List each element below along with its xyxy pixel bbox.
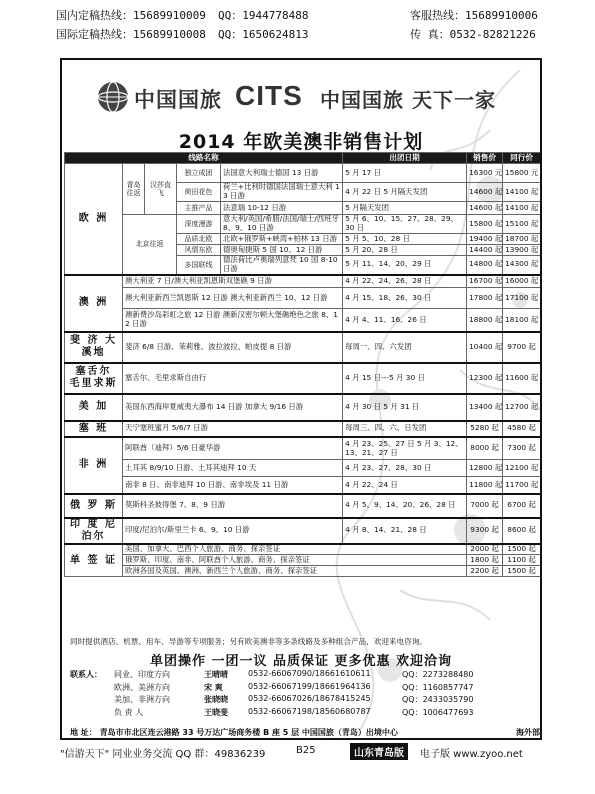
- departure-date: 5 月 17 日: [343, 164, 467, 183]
- header-route: 线路名称: [65, 153, 343, 164]
- contact-name: 王晓斐: [204, 707, 228, 717]
- tour-name: 美国东西海岸夏威夷大瀑布 14 日游 加拿大 9/16 日游: [123, 394, 343, 421]
- contact-name: 王晴晴: [204, 670, 228, 679]
- table-row: [65, 394, 541, 421]
- sale-price: 19400 起: [467, 234, 503, 245]
- region-seychelles-mauritius: 塞舌尔 毛里求斯: [65, 363, 123, 394]
- table-row: [65, 164, 541, 183]
- table-row: [65, 332, 541, 363]
- contact-name: 宋 爽: [204, 682, 223, 692]
- visa-type: 俄罗斯、印度、南非、阿联酋个人旅游、商务、探亲签证: [123, 555, 467, 566]
- peer-price: 1500 起: [503, 544, 541, 555]
- contact-phone: 0532-66067199/18661964136: [248, 681, 371, 691]
- peer-price: 8600 起: [503, 518, 541, 544]
- contact-row: [70, 682, 540, 695]
- departure-date: 5 月 5、10、28 日: [343, 234, 467, 245]
- tour-name: 莫斯科圣彼得堡 7、8、9 日游: [123, 494, 343, 518]
- brand-name-en: CITS: [235, 80, 303, 111]
- table-row: [65, 309, 541, 332]
- page-footer: [0, 742, 595, 762]
- brand-row: [62, 74, 540, 120]
- table-row: [65, 275, 541, 288]
- departure-date: 4 月 23、27、28、30 日: [343, 460, 467, 477]
- contact-phone: 0532-66067090/18661610611: [248, 669, 371, 678]
- sale-price: 17800 起: [467, 288, 503, 309]
- tour-name: 荷兰+比利时德国法国瑞士意大利 13 日游: [221, 183, 343, 202]
- peer-price: 14300 起: [503, 256, 541, 275]
- qingdao-departure: 青岛往返: [123, 164, 145, 215]
- domestic-hotline: 国内定稿热线：15689910009: [56, 9, 206, 22]
- sale-price: 7000 起: [467, 494, 503, 518]
- region-visa: 单 签 证: [65, 544, 123, 577]
- sale-price: 1800 起: [467, 555, 503, 566]
- region-russia: 俄 罗 斯: [65, 494, 123, 518]
- departure-date: 4 月 8、14、21、28 日: [343, 518, 467, 544]
- contact-dept: 负 责 人: [114, 707, 144, 717]
- beijing-departure: 北京往返: [123, 215, 177, 275]
- hotline-header: [0, 0, 595, 56]
- tour-name: 斐济 6/8 日游、茉莉雅、波拉波拉、帕皮提 8 日游: [123, 332, 343, 363]
- tour-name: 土耳其 8/9/10 日游、土耳其迪拜 10 天: [123, 460, 343, 477]
- sale-price: 2000 起: [467, 544, 503, 555]
- sale-price: 16700 起: [467, 275, 503, 288]
- peer-price: 1100 起: [503, 555, 541, 566]
- sale-price: 2200 起: [467, 566, 503, 577]
- peer-price: 11700 起: [503, 477, 541, 494]
- departure-date: 5 月 20、28 日: [343, 245, 467, 256]
- sale-price: 10400 起: [467, 332, 503, 363]
- fax-number: 传 真：0532-82821226: [410, 28, 536, 41]
- departure-date: 4 月 4、11、16、26 日: [343, 309, 467, 332]
- tour-name: 天宁塞班蜜月 5/6/7 日游: [123, 421, 343, 437]
- region-india-nepal: 印 度 尼泊尔: [65, 518, 123, 544]
- domestic-qq: QQ：1944778488: [218, 9, 309, 22]
- sales-plan-table: [64, 152, 541, 577]
- table-row: [65, 460, 541, 477]
- tour-name: 德奥匈捷斯 5 国 10、12 日游: [221, 245, 343, 256]
- departure-date: 5 月 11、14、20、29 日: [343, 256, 467, 275]
- page-number: B25: [296, 745, 316, 756]
- service-hotline: 客服热线：15689910006: [410, 9, 538, 22]
- sale-price: 14400 起: [467, 245, 503, 256]
- table-row: [65, 363, 541, 394]
- tour-name: 澳大利亚 7 日/澳大利亚凯恩斯双堡礁 9 日游: [123, 275, 343, 288]
- product-type: 主推产品: [177, 202, 221, 215]
- contact-qq: QQ：2273288480: [402, 670, 474, 679]
- sale-price: 16300 元: [467, 164, 503, 183]
- table-row: [65, 494, 541, 518]
- peer-price: 14100 起: [503, 202, 541, 215]
- peer-price: 7300 起: [503, 437, 541, 460]
- peer-price: 4580 起: [503, 421, 541, 437]
- peer-price: 15800 元: [503, 164, 541, 183]
- peer-price: 16000 起: [503, 275, 541, 288]
- departure-date: 每周三、四、六、日发团: [343, 421, 467, 437]
- product-type: 风情东欧: [177, 245, 221, 256]
- departure-date: 5 月隔天发团: [343, 202, 467, 215]
- cits-globe-logo-icon: [96, 80, 130, 114]
- departure-date: 4 月 22、24、26、28 日: [343, 275, 467, 288]
- region-australia: 澳 洲: [65, 275, 123, 332]
- peer-price: 18100 起: [503, 309, 541, 332]
- sale-price: 14600 起: [467, 183, 503, 202]
- contact-dept: 欧洲、美洲方向: [114, 682, 170, 692]
- departure-date: 4 月 5、9、14、20、26、28 日: [343, 494, 467, 518]
- departure-date: 4 月 30 日 5 月 31 日: [343, 394, 467, 421]
- departure-date: 4 月 22 日 5 月隔天发团: [343, 183, 467, 202]
- product-type: 荷田花色: [177, 183, 221, 202]
- visa-type: 欧洲各国及英国、澳洲、新西兰个人旅游、商务、探亲签证: [123, 566, 467, 577]
- peer-price: 13900 起: [503, 245, 541, 256]
- contact-dept: 同业、印度方向: [114, 670, 170, 679]
- departure-date: 4 月 23、25、27 日 5 月 3、12、13、21、27 日: [343, 437, 467, 460]
- peer-price: 1500 起: [503, 566, 541, 577]
- peer-price: 12700 起: [503, 394, 541, 421]
- product-type: 深度漫游: [177, 215, 221, 234]
- table-row: [65, 566, 541, 577]
- advert-frame: [60, 58, 542, 740]
- product-type: 独立成团: [177, 164, 221, 183]
- address-text: 青岛市市北区连云港路 33 号万达广场商务楼 B 座 5 层 中国国旅（青岛）出境中心: [99, 728, 398, 737]
- table-row: [65, 518, 541, 544]
- peer-price: 15100 起: [503, 215, 541, 234]
- sale-price: 11800 起: [467, 477, 503, 494]
- region-saipan: 塞 班: [65, 421, 123, 437]
- sale-price: 14600 起: [467, 202, 503, 215]
- region-europe: 欧 洲: [65, 164, 123, 275]
- tour-name: 北欧+俄罗斯+峡湾+柏林 13 日游: [221, 234, 343, 245]
- region-africa: 非 洲: [65, 437, 123, 494]
- sale-price: 13400 起: [467, 394, 503, 421]
- table-row: [65, 215, 541, 234]
- brand-slogan: 中国国旅 天下一家: [320, 88, 496, 112]
- header-date: 出团日期: [343, 153, 467, 164]
- peer-price: 9700 起: [503, 332, 541, 363]
- tour-name: 塞舌尔、毛里求斯自由行: [123, 363, 343, 394]
- brand-name-cn: 中国国旅: [134, 88, 222, 112]
- intl-hotline: 国际定稿热线：15689910008: [56, 28, 206, 41]
- peer-price: 11600 起: [503, 363, 541, 394]
- tour-name: 澳大利亚新西兰凯恩斯 12 日游 澳大利亚新西兰 10、12 日游: [123, 288, 343, 309]
- contact-row: [70, 707, 540, 720]
- contact-row: [70, 694, 540, 707]
- sale-price: 14800 起: [467, 256, 503, 275]
- address-line: [70, 727, 540, 738]
- contact-row: [70, 669, 540, 682]
- contacts-block: [70, 669, 540, 719]
- header-peer-price: 同行价: [503, 153, 541, 164]
- tour-name: 南非 8 日、南非迪拜 10 日游、南非埃及 11 日游: [123, 477, 343, 494]
- region-usa-canada: 美 加: [65, 394, 123, 421]
- product-type: 品质北欧: [177, 234, 221, 245]
- sale-price: 9300 起: [467, 518, 503, 544]
- contact-name: 张晓晓: [204, 695, 228, 704]
- service-footnote: 同时提供酒店、机票、用车、导游等专项服务；另有欧美澳非等多条线路及多种组合产品，欢迎来电咨询。: [70, 637, 427, 646]
- tour-name: 澳新费沙岛彩虹之旅 12 日游 澳新汉密尔顿大堡礁绝色之旅 8、12 日游: [123, 309, 343, 332]
- address-department: 海外部: [516, 728, 540, 737]
- table-row: [65, 437, 541, 460]
- tour-name: 意大利/英国/希腊/法国/瑞士/西班牙 8、9、10 日游: [221, 215, 343, 234]
- product-type: 多国联线: [177, 256, 221, 275]
- sale-price: 12300 起: [467, 363, 503, 394]
- visa-type: 美国、加拿大、巴西个人旅游、商务、探亲签证: [123, 544, 467, 555]
- table-row: [65, 421, 541, 437]
- table-row: [65, 555, 541, 566]
- website-link[interactable]: 电子版 www.zyoo.net: [420, 749, 523, 760]
- qq-group-info: "信游天下" 同业业务交流 QQ 群：49836239: [60, 749, 266, 760]
- departure-date: 4 月 22、24 日: [343, 477, 467, 494]
- lufthansa-direct: 汉莎直飞: [145, 164, 177, 215]
- tour-name: 阿联酋（迪拜）5/6 日豪华游: [123, 437, 343, 460]
- departure-date: 4 月 15、18、26、30 日: [343, 288, 467, 309]
- contact-qq: QQ：1160857747: [402, 682, 474, 692]
- departure-date: 5 月 6、10、15、27、28、29、30 日: [343, 215, 467, 234]
- sale-price: 18800 起: [467, 309, 503, 332]
- table-row: [65, 477, 541, 494]
- sale-price: 8000 起: [467, 437, 503, 460]
- contact-phone: 0532-66067026/18678415245: [248, 694, 371, 703]
- peer-price: 17100 起: [503, 288, 541, 309]
- contact-phone: 0532-66067198/18560680787: [248, 706, 371, 716]
- service-tagline: 单团操作 一团一议 品质保证 更多优惠 欢迎洽询: [149, 654, 453, 669]
- sale-price: 5280 起: [467, 421, 503, 437]
- tour-name: 印度/尼泊尔/斯里兰卡 6、9、10 日游: [123, 518, 343, 544]
- peer-price: 6700 起: [503, 494, 541, 518]
- contact-qq: QQ：2433035790: [402, 695, 474, 704]
- header-price: 销售价: [467, 153, 503, 164]
- tour-name: 法国意大利瑞士德国 13 日游: [221, 164, 343, 183]
- sale-price: 15800 起: [467, 215, 503, 234]
- table-row: [65, 544, 541, 555]
- contact-qq: QQ：1006477693: [402, 707, 474, 717]
- peer-price: 18700 起: [503, 234, 541, 245]
- plan-title: 2014 年欧美澳非销售计划: [178, 131, 424, 153]
- tour-name: 法意瑞 10-12 日游: [221, 202, 343, 215]
- table-row: [65, 288, 541, 309]
- edition-badge: 山东青岛版: [350, 743, 408, 760]
- sale-price: 12800 起: [467, 460, 503, 477]
- region-fiji-tahiti: 斐 济 大溪地: [65, 332, 123, 363]
- departure-date: 4 月 15 日---5 月 30 日: [343, 363, 467, 394]
- contacts-label: 联系人：: [70, 670, 102, 679]
- address-label: 地 址：: [70, 728, 97, 737]
- peer-price: 12100 起: [503, 460, 541, 477]
- intl-qq: QQ：1650624813: [218, 28, 309, 41]
- tour-name: 德法荷比卢奥瑞列意梵 10 国 8-10 日游: [221, 256, 343, 275]
- contact-dept: 美加、非洲方向: [114, 695, 170, 704]
- peer-price: 14100 起: [503, 183, 541, 202]
- departure-date: 每周一、四、六发团: [343, 332, 467, 363]
